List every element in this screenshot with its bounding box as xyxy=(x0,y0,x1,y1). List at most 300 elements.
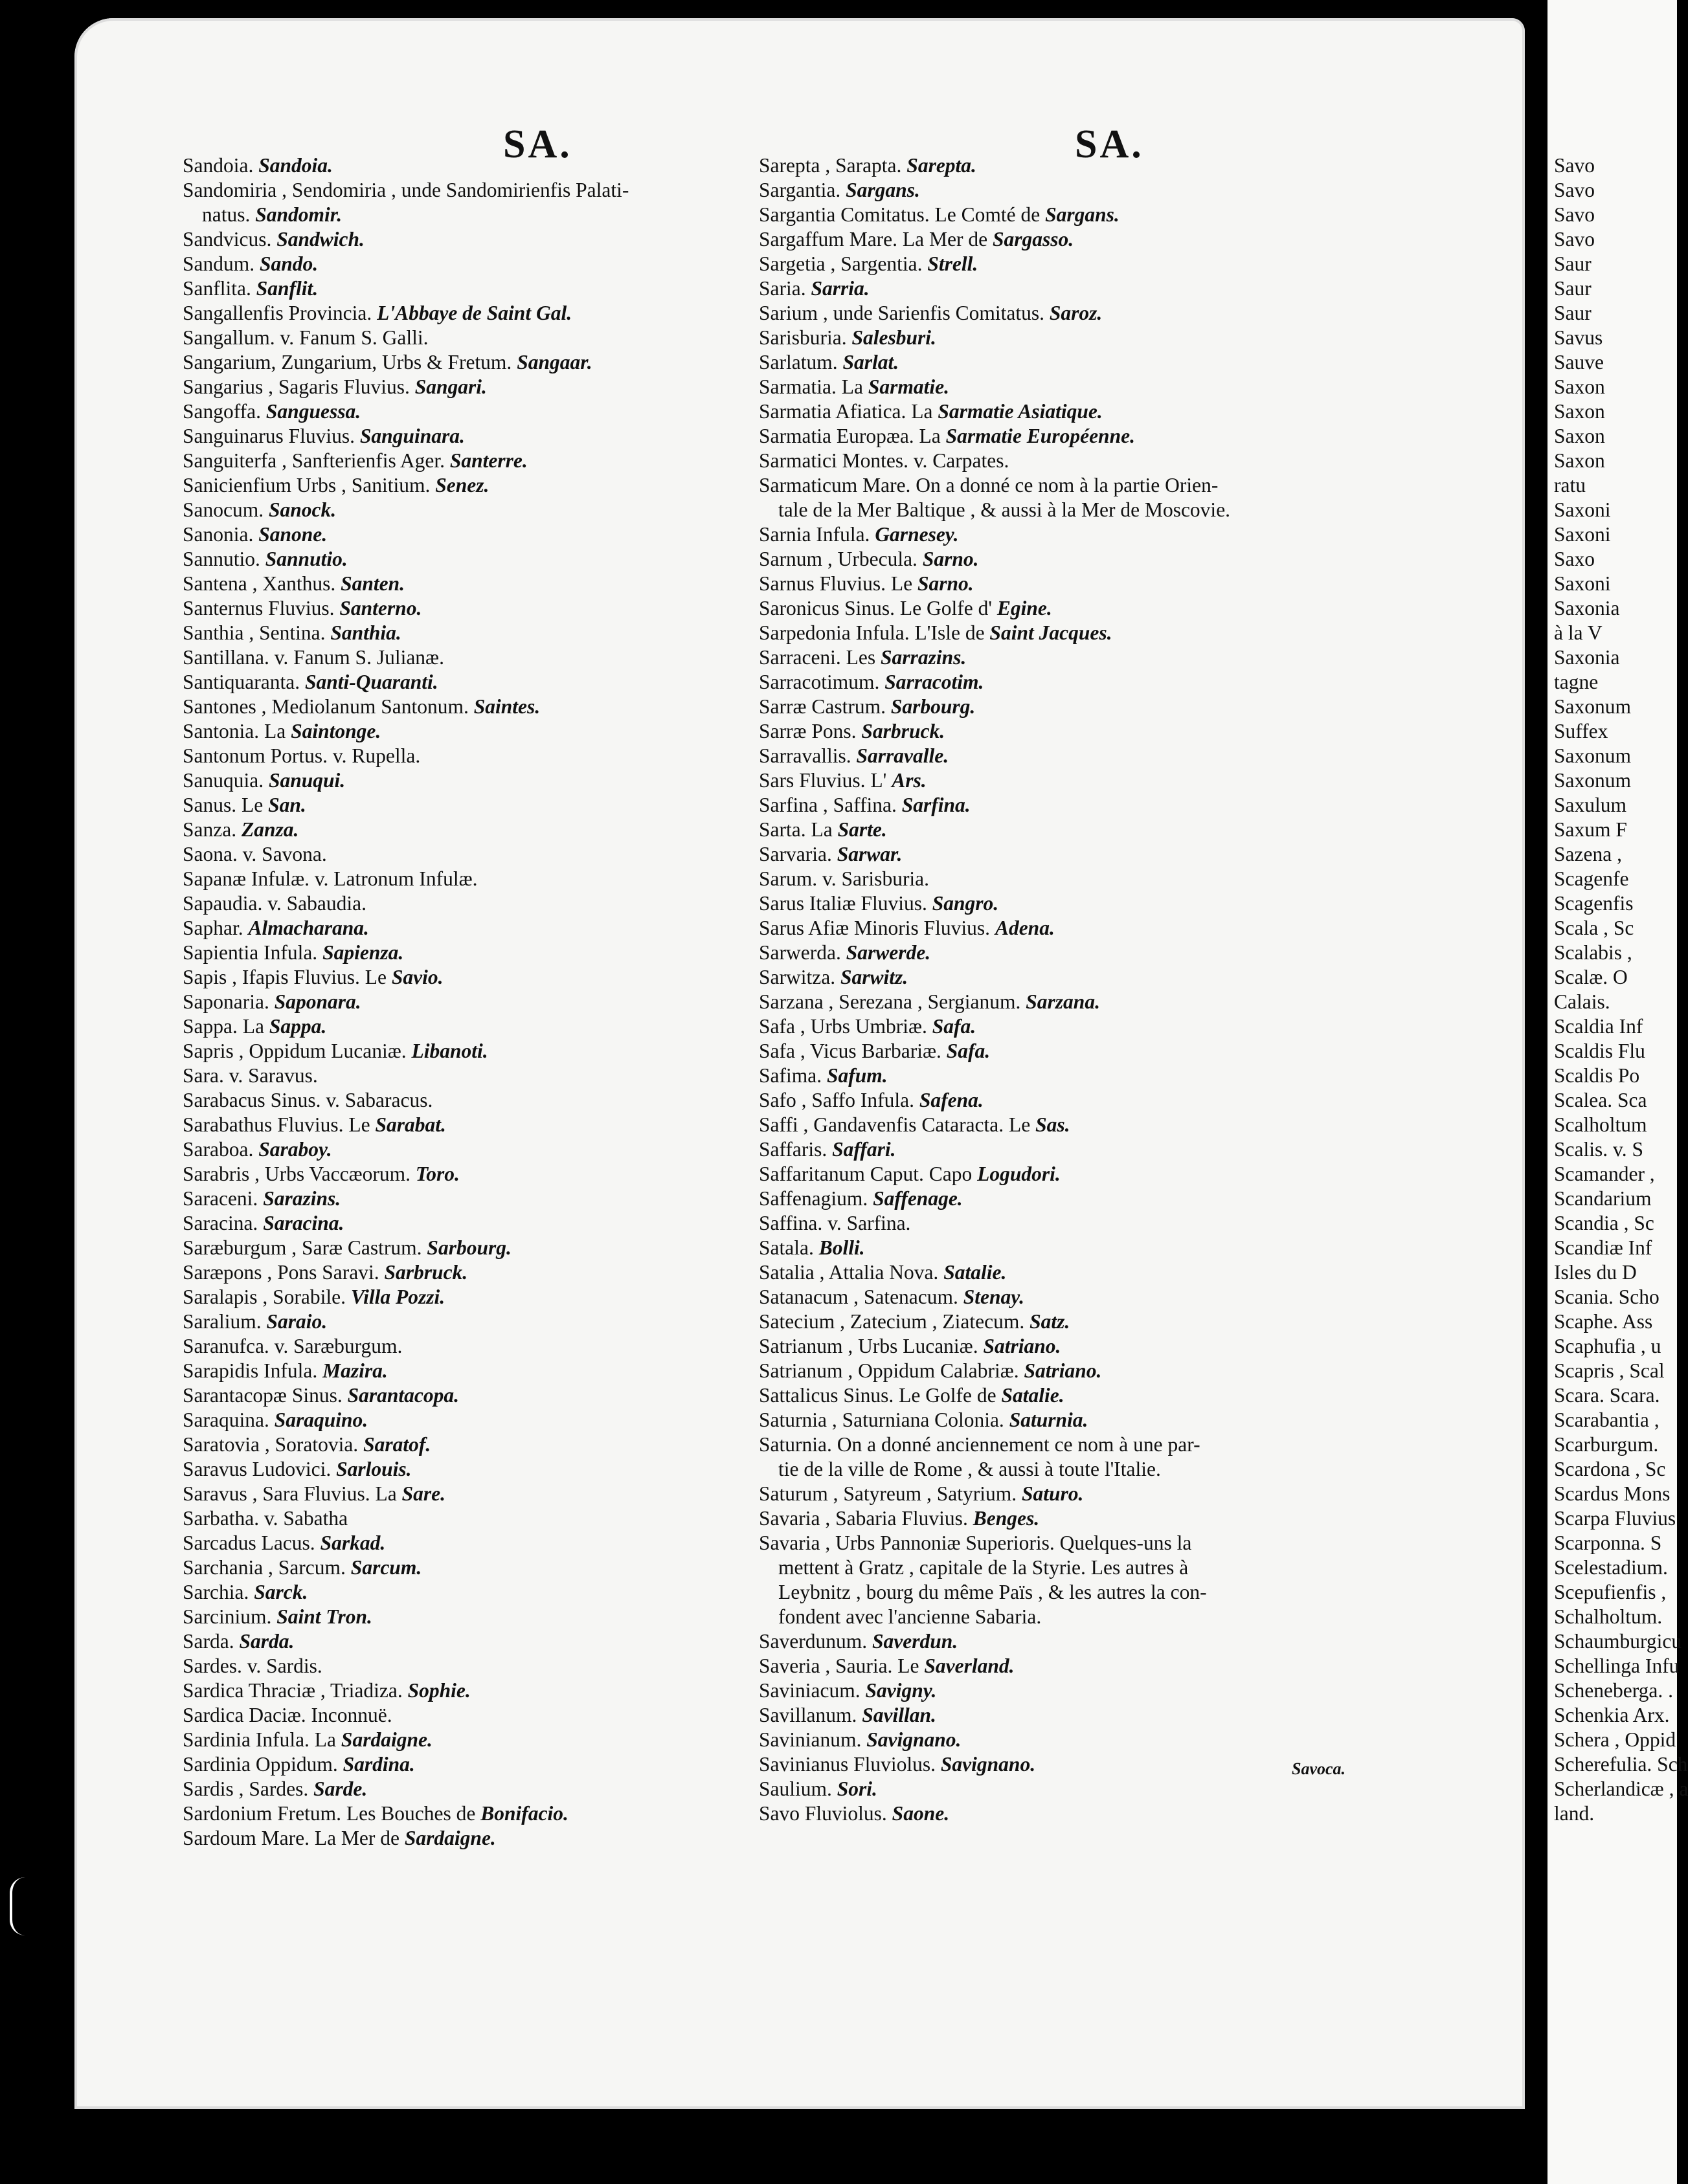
entry-latin-text: Sarnia Infula. xyxy=(759,523,870,546)
dictionary-entry xyxy=(183,1088,798,1113)
entry-french-name: Sarepta. xyxy=(906,154,976,177)
dictionary-entry xyxy=(183,1703,798,1728)
next-page-fragment: ratu xyxy=(1554,474,1586,496)
entry-french-name: Zanza. xyxy=(241,818,299,841)
entry-latin-text: Sardonium Fretum. Les Bouches de xyxy=(183,1802,476,1825)
dictionary-entry xyxy=(759,1285,1380,1309)
entry-latin-text: Sarum. v. Sarisburia. xyxy=(759,867,930,890)
entry-latin-text: Sars Fluvius. L' xyxy=(759,769,887,792)
entry-french-name: Saratof. xyxy=(363,1433,431,1456)
entry-latin-text: Sarlatum. xyxy=(759,351,838,373)
entry-french-name: Sanone. xyxy=(258,523,328,546)
dictionary-entry xyxy=(183,1777,798,1801)
entry-latin-text: Saffina. v. Sarfina. xyxy=(759,1212,911,1234)
entry-latin-text: Sarzana , Serezana , Sergianum. xyxy=(759,990,1021,1013)
entry-latin-text: Sardinia Oppidum. xyxy=(183,1753,338,1776)
dictionary-entry xyxy=(759,424,1380,449)
entry-latin-text: natus. xyxy=(202,203,251,226)
dictionary-entry xyxy=(759,941,1380,965)
entry-latin-text: Sarda. xyxy=(183,1630,234,1653)
entry-french-name: Sarracotim. xyxy=(884,671,984,693)
entry-latin-text: Saracina. xyxy=(183,1212,258,1234)
dictionary-entry xyxy=(759,1088,1380,1113)
entry-latin-text: Saratovia , Soratovia. xyxy=(183,1433,359,1456)
dictionary-entry xyxy=(183,793,798,818)
entry-french-name: Sanuqui. xyxy=(268,769,346,792)
entry-french-name: Sarbruck. xyxy=(384,1261,468,1284)
next-page-fragment: tagne xyxy=(1554,671,1599,693)
entry-latin-text: Sargantia. xyxy=(759,179,841,201)
dictionary-entry xyxy=(183,547,798,572)
next-page-fragment: Scandiæ Inf xyxy=(1554,1236,1652,1259)
entry-latin-text: Sarmaticum Mare. On a donné ce nom à la partie Orien- xyxy=(759,474,1219,496)
dictionary-entry xyxy=(183,203,798,227)
dictionary-entry xyxy=(183,1629,798,1654)
dictionary-entry xyxy=(183,1260,798,1285)
entry-french-name: Saint Tron. xyxy=(276,1605,372,1628)
dictionary-entry xyxy=(759,1777,1380,1801)
dictionary-entry xyxy=(183,473,798,498)
entry-latin-text: Saræpons , Pons Saravi. xyxy=(183,1261,379,1284)
entry-latin-text: Saravus , Sara Fluvius. La xyxy=(183,1482,397,1505)
dictionary-entry xyxy=(759,1039,1380,1064)
entry-latin-text: Safo , Saffo Infula. xyxy=(759,1089,914,1111)
dictionary-entry xyxy=(183,990,798,1014)
entry-french-name: Sarmatie. xyxy=(868,375,949,398)
entry-french-name: Saraquino. xyxy=(274,1409,368,1431)
next-page-fragment: Saur xyxy=(1554,302,1592,324)
dictionary-entry xyxy=(759,326,1380,350)
entry-latin-text: Saffaritanum Caput. Capo xyxy=(759,1163,973,1185)
dictionary-entry xyxy=(759,891,1380,916)
dictionary-entry xyxy=(759,965,1380,990)
entry-latin-text: Saverdunum. xyxy=(759,1630,868,1653)
next-page-fragment: Saxoni xyxy=(1554,523,1611,546)
next-page-fragment: Saxon xyxy=(1554,425,1605,447)
next-page-fragment: Saur xyxy=(1554,277,1592,300)
entry-latin-text: tale de la Mer Baltique , & aussi à la Mer de Moscovie. xyxy=(778,498,1231,521)
entry-french-name: Saint Jacques. xyxy=(989,621,1112,644)
entry-french-name: Sandoia. xyxy=(258,154,333,177)
dictionary-entry xyxy=(183,1285,798,1309)
entry-french-name: Strell. xyxy=(927,252,978,275)
entry-latin-text: Sarcinium. xyxy=(183,1605,272,1628)
entry-french-name: Sarbourg. xyxy=(890,695,976,718)
next-page-fragment: Scelestadium. xyxy=(1554,1556,1668,1579)
entry-latin-text: Saronicus Sinus. Le Golfe d' xyxy=(759,597,993,619)
next-page-fragment: Scalea. Sca xyxy=(1554,1089,1647,1111)
entry-french-name: Sarabat. xyxy=(375,1113,446,1136)
entry-french-name: Savigny. xyxy=(865,1679,937,1702)
dictionary-entry xyxy=(759,1432,1380,1457)
entry-french-name: Santerre. xyxy=(449,449,528,472)
dictionary-entry xyxy=(759,227,1380,252)
entry-french-name: Bolli. xyxy=(818,1236,865,1259)
entry-latin-text: Saranufca. v. Saræburgum. xyxy=(183,1335,403,1357)
next-page-fragment: Saxon xyxy=(1554,449,1605,472)
entry-latin-text: Satrianum , Oppidum Calabriæ. xyxy=(759,1359,1019,1382)
dictionary-entry xyxy=(183,326,798,350)
next-page-fragment: Saxulum xyxy=(1554,794,1627,816)
entry-latin-text: Sanicienfium Urbs , Sanitium. xyxy=(183,474,431,496)
entry-latin-text: Sarmatici Montes. v. Carpates. xyxy=(759,449,1009,472)
entry-latin-text: Sapis , Ifapis Fluvius. Le xyxy=(183,966,387,988)
next-page-fragment: Saxonum xyxy=(1554,769,1632,792)
entry-french-name: Sarbourg. xyxy=(427,1236,512,1259)
entry-latin-text: Santones , Mediolanum Santonum. xyxy=(183,695,469,718)
next-page-fragment: Scardona , Sc xyxy=(1554,1458,1666,1480)
dictionary-entry xyxy=(183,1187,798,1211)
entry-french-name: Saponara. xyxy=(274,990,361,1013)
entry-french-name: Saverdun. xyxy=(872,1630,958,1653)
dictionary-entry xyxy=(759,153,1380,178)
entry-french-name: Sandomir. xyxy=(255,203,343,226)
next-page-fragment: Scepufienfis , xyxy=(1554,1581,1667,1603)
entry-french-name: Savio. xyxy=(391,966,444,988)
entry-french-name: Salesburi. xyxy=(851,326,936,349)
entry-latin-text: Santiquaranta. xyxy=(183,671,300,693)
entry-french-name: Sarlouis. xyxy=(336,1458,412,1480)
right-column xyxy=(759,153,1380,1826)
next-page-fragment: Saxonum xyxy=(1554,695,1632,718)
next-page-fragment: Saxum F xyxy=(1554,818,1627,841)
entry-french-name: Sangari. xyxy=(414,375,487,398)
entry-latin-text: Sarvaria. xyxy=(759,843,832,865)
entry-french-name: Sarno. xyxy=(917,572,974,595)
dictionary-entry xyxy=(183,1236,798,1260)
dictionary-entry xyxy=(759,842,1380,867)
dictionary-entry xyxy=(759,473,1380,498)
dictionary-entry xyxy=(183,891,798,916)
entry-latin-text: Sangallum. v. Fanum S. Galli. xyxy=(183,326,429,349)
dictionary-entry xyxy=(759,867,1380,891)
entry-latin-text: Sarisburia. xyxy=(759,326,847,349)
entry-latin-text: Sarpedonia Infula. L'Isle de xyxy=(759,621,985,644)
entry-latin-text: Sarnum , Urbecula. xyxy=(759,548,917,570)
entry-latin-text: Saraquina. xyxy=(183,1409,269,1431)
dictionary-entry xyxy=(183,1654,798,1678)
dictionary-entry xyxy=(759,1752,1380,1777)
entry-latin-text: Sarchia. xyxy=(183,1581,249,1603)
next-page-fragment: Scaldia Inf xyxy=(1554,1015,1643,1038)
entry-french-name: Sandwich. xyxy=(276,228,365,251)
entry-latin-text: Sanuquia. xyxy=(183,769,264,792)
next-page-fragment: Savo xyxy=(1554,154,1595,177)
entry-french-name: Sarno. xyxy=(922,548,979,570)
entry-french-name: Saraboy. xyxy=(258,1138,332,1161)
next-page-fragment: Scania. Scho xyxy=(1554,1286,1660,1308)
entry-latin-text: Sanguinarus Fluvius. xyxy=(183,425,355,447)
dictionary-entry xyxy=(759,572,1380,596)
next-page-fragment: Scarabantia , xyxy=(1554,1409,1660,1431)
entry-latin-text: Savinianum. xyxy=(759,1728,862,1751)
entry-french-name: Sargasso. xyxy=(992,228,1074,251)
entry-french-name: Savignano. xyxy=(940,1753,1036,1776)
dictionary-entry xyxy=(759,252,1380,276)
dictionary-entry xyxy=(183,227,798,252)
entry-latin-text: Sarium , unde Sarienfis Comitatus. xyxy=(759,302,1044,324)
dictionary-entry xyxy=(183,178,798,203)
dictionary-entry xyxy=(183,1555,798,1580)
entry-latin-text: Sardoum Mare. La Mer de xyxy=(183,1827,400,1849)
dictionary-entry xyxy=(183,1408,798,1432)
entry-french-name: Sarck. xyxy=(254,1581,308,1603)
next-page-fragment: Scandia , Sc xyxy=(1554,1212,1654,1234)
entry-french-name: Sando. xyxy=(260,252,319,275)
dictionary-entry xyxy=(759,1555,1380,1580)
entry-latin-text: Sapanæ Infulæ. v. Latronum Infulæ. xyxy=(183,867,478,890)
dictionary-entry xyxy=(183,276,798,301)
entry-latin-text: Santonum Portus. v. Rupella. xyxy=(183,744,421,767)
entry-french-name: Sare. xyxy=(401,1482,445,1505)
entry-latin-text: Saralium. xyxy=(183,1310,262,1333)
entry-latin-text: Sarwitza. xyxy=(759,966,836,988)
next-page-fragment: Scheneberga. . xyxy=(1554,1679,1673,1702)
next-page-fragment: Scarponna. S xyxy=(1554,1532,1662,1554)
entry-french-name: Senez. xyxy=(435,474,490,496)
entry-latin-text: Savillanum. xyxy=(759,1704,857,1726)
entry-latin-text: Satrianum , Urbs Lucaniæ. xyxy=(759,1335,978,1357)
dictionary-entry xyxy=(183,621,798,645)
entry-latin-text: Sardica Thraciæ , Triadiza. xyxy=(183,1679,403,1702)
dictionary-entry xyxy=(183,1728,798,1752)
next-page-fragment: Scaldis Flu xyxy=(1554,1040,1645,1062)
dictionary-entry xyxy=(183,941,798,965)
next-page-fragment: Scala , Sc xyxy=(1554,917,1634,939)
entry-french-name: Sori. xyxy=(837,1777,877,1800)
entry-latin-text: Sarabris , Urbs Vaccæorum. xyxy=(183,1163,411,1185)
entry-latin-text: Santillana. v. Fanum S. Julianæ. xyxy=(183,646,444,669)
entry-latin-text: Saona. v. Savona. xyxy=(183,843,327,865)
next-page-fragment: Scaldis Po xyxy=(1554,1064,1640,1087)
entry-french-name: Sarcum. xyxy=(350,1556,422,1579)
dictionary-entry xyxy=(183,1309,798,1334)
entry-latin-text: Saralapis , Sorabile. xyxy=(183,1286,346,1308)
entry-latin-text: Sara. v. Saravus. xyxy=(183,1064,318,1087)
entry-french-name: Sarria. xyxy=(811,277,870,300)
entry-latin-text: Sandoia. xyxy=(183,154,254,177)
entry-latin-text: Sandum. xyxy=(183,252,255,275)
entry-latin-text: Sarnus Fluvius. Le xyxy=(759,572,913,595)
entry-french-name: Saone. xyxy=(892,1802,950,1825)
next-page-fragment: Scalæ. O xyxy=(1554,966,1628,988)
dictionary-entry xyxy=(759,990,1380,1014)
entry-latin-text: Sargaffum Mare. La Mer de xyxy=(759,228,988,251)
next-page-fragment: Scamander , xyxy=(1554,1163,1655,1185)
dictionary-entry xyxy=(759,1236,1380,1260)
next-page-fragment: Scagenfe xyxy=(1554,867,1629,890)
dictionary-entry xyxy=(759,645,1380,670)
entry-latin-text: Leybnitz , bourg du même Païs , & les autres la con- xyxy=(778,1581,1207,1603)
entry-french-name: Saintes. xyxy=(473,695,541,718)
entry-latin-text: Saviniacum. xyxy=(759,1679,861,1702)
dictionary-entry xyxy=(183,498,798,522)
entry-french-name: Santerno. xyxy=(339,597,422,619)
entry-latin-text: Sarantacopæ Sinus. xyxy=(183,1384,343,1407)
entry-french-name: L'Abbaye de Saint Gal. xyxy=(377,302,572,324)
dictionary-entry xyxy=(759,1137,1380,1162)
entry-latin-text: Sangarius , Sagaris Fluvius. xyxy=(183,375,410,398)
dictionary-entry xyxy=(183,1506,798,1531)
entry-latin-text: Sarfina , Saffina. xyxy=(759,794,897,816)
dictionary-entry xyxy=(183,744,798,768)
entry-french-name: Sarmatie Européenne. xyxy=(945,425,1135,447)
entry-latin-text: Sanus. Le xyxy=(183,794,264,816)
next-page-fragment: Scarburgum. xyxy=(1554,1433,1659,1456)
entry-french-name: Sanguessa. xyxy=(265,400,361,423)
next-page-fragment: Saxonia xyxy=(1554,646,1620,669)
dictionary-entry xyxy=(183,916,798,941)
entry-french-name: Sarfina. xyxy=(901,794,971,816)
dictionary-entry xyxy=(183,1334,798,1359)
entry-french-name: Saintonge. xyxy=(291,720,381,742)
entry-latin-text: Sarbatha. v. Sabatha xyxy=(183,1507,348,1530)
entry-french-name: Sarzana. xyxy=(1026,990,1100,1013)
entry-french-name: Sarwerde. xyxy=(846,941,931,964)
entry-latin-text: Safima. xyxy=(759,1064,822,1087)
dictionary-entry xyxy=(183,252,798,276)
entry-french-name: Sapienza. xyxy=(322,941,404,964)
entry-french-name: Saraio. xyxy=(266,1310,328,1333)
dictionary-entry xyxy=(183,1580,798,1605)
entry-french-name: Sarkad. xyxy=(320,1532,386,1554)
next-page-fragment: Scagenfis xyxy=(1554,892,1634,915)
entry-french-name: Egine. xyxy=(996,597,1052,619)
entry-french-name: Sarantacopa. xyxy=(347,1384,460,1407)
entry-french-name: Satalie. xyxy=(1001,1384,1064,1407)
next-page-fragment: Saxo xyxy=(1554,548,1595,570)
entry-french-name: Mazira. xyxy=(322,1359,388,1382)
entry-french-name: Sarbruck. xyxy=(861,720,945,742)
entry-latin-text: Santernus Fluvius. xyxy=(183,597,335,619)
entry-latin-text: Savaria , Sabaria Fluvius. xyxy=(759,1507,968,1530)
dictionary-entry xyxy=(183,645,798,670)
next-page-fragment: Scalholtum xyxy=(1554,1113,1647,1136)
dictionary-entry xyxy=(183,670,798,695)
entry-latin-text: Sapaudia. v. Sabaudia. xyxy=(183,892,367,915)
dictionary-entry xyxy=(759,1506,1380,1531)
entry-french-name: Sannutio. xyxy=(265,548,348,570)
entry-french-name: Libanoti. xyxy=(411,1040,488,1062)
entry-latin-text: Sarapidis Infula. xyxy=(183,1359,318,1382)
entry-french-name: Santi-Quaranti. xyxy=(304,671,438,693)
dictionary-entry xyxy=(183,818,798,842)
dictionary-entry xyxy=(759,178,1380,203)
entry-latin-text: Santonia. La xyxy=(183,720,286,742)
entry-french-name: Saroz. xyxy=(1049,302,1103,324)
dictionary-entry xyxy=(759,1334,1380,1359)
entry-french-name: Savignano. xyxy=(866,1728,962,1751)
dictionary-entry xyxy=(759,1187,1380,1211)
entry-latin-text: Saphar. xyxy=(183,917,243,939)
entry-latin-text: Santena , Xanthus. xyxy=(183,572,336,595)
next-page-fragment: Scherlandicæ , a xyxy=(1554,1777,1688,1800)
next-page-fragment: Schalholtum. xyxy=(1554,1605,1663,1628)
entry-french-name: Sargans. xyxy=(846,179,920,201)
next-page-fragment: Saxonum xyxy=(1554,744,1632,767)
next-page-fragment: land. xyxy=(1554,1802,1595,1825)
dictionary-entry xyxy=(759,1359,1380,1383)
next-page-column xyxy=(1554,153,1688,1826)
dictionary-entry xyxy=(759,1457,1380,1482)
next-page-fragment: Saxon xyxy=(1554,400,1605,423)
dictionary-entry xyxy=(183,1432,798,1457)
dictionary-entry xyxy=(759,498,1380,522)
entry-latin-text: Sangarium, Zungarium, Urbs & Fretum. xyxy=(183,351,512,373)
entry-latin-text: Saulium. xyxy=(759,1777,832,1800)
entry-latin-text: Sattalicus Sinus. Le Golfe de xyxy=(759,1384,996,1407)
next-page-edge xyxy=(1547,0,1688,2184)
entry-french-name: Satz. xyxy=(1030,1310,1070,1333)
entry-french-name: Sardaigne. xyxy=(341,1728,433,1751)
dictionary-entry xyxy=(759,1482,1380,1506)
entry-latin-text: Sappa. La xyxy=(183,1015,264,1038)
entry-latin-text: Saria. xyxy=(759,277,806,300)
dictionary-entry xyxy=(183,768,798,793)
entry-latin-text: Sardica Daciæ. Inconnuë. xyxy=(183,1704,392,1726)
entry-french-name: Safena. xyxy=(919,1089,984,1111)
next-page-fragment: Savus xyxy=(1554,326,1603,349)
next-page-fragment: Saxoni xyxy=(1554,572,1611,595)
catchword: Savoca. xyxy=(1292,1759,1346,1778)
entry-french-name: Sarrazins. xyxy=(881,646,967,669)
dictionary-entry xyxy=(759,1580,1380,1605)
entry-latin-text: Sandvicus. xyxy=(183,228,272,251)
entry-latin-text: Saraboa. xyxy=(183,1138,254,1161)
dictionary-entry xyxy=(759,203,1380,227)
entry-french-name: Logudori. xyxy=(977,1163,1061,1185)
dictionary-entry xyxy=(183,719,798,744)
entry-latin-text: Sarus Italiæ Fluvius. xyxy=(759,892,927,915)
dictionary-entry xyxy=(759,1211,1380,1236)
dictionary-entry xyxy=(759,1064,1380,1088)
dictionary-entry xyxy=(759,670,1380,695)
entry-latin-text: Sarmatia Europæa. La xyxy=(759,425,941,447)
entry-latin-text: Sardis , Sardes. xyxy=(183,1777,309,1800)
dictionary-entry xyxy=(183,1039,798,1064)
entry-latin-text: Sarcadus Lacus. xyxy=(183,1532,315,1554)
dictionary-entry xyxy=(183,1137,798,1162)
entry-latin-text: Sarepta , Sarapta. xyxy=(759,154,902,177)
entry-french-name: Sarda. xyxy=(239,1630,295,1653)
next-page-fragment: Scaphufia , u xyxy=(1554,1335,1661,1357)
dictionary-entry xyxy=(183,375,798,399)
next-page-fragment: Scandarium xyxy=(1554,1187,1652,1210)
dictionary-entry xyxy=(183,965,798,990)
dictionary-entry xyxy=(759,547,1380,572)
dictionary-entry xyxy=(759,1014,1380,1039)
dictionary-entry xyxy=(759,768,1380,793)
entry-latin-text: Sanza. xyxy=(183,818,237,841)
dictionary-entry xyxy=(759,793,1380,818)
entry-latin-text: Savinianus Fluviolus. xyxy=(759,1753,936,1776)
entry-french-name: Sardaigne. xyxy=(404,1827,496,1849)
dictionary-entry xyxy=(183,350,798,375)
dictionary-entry xyxy=(183,1457,798,1482)
entry-latin-text: Sardes. v. Sardis. xyxy=(183,1655,322,1677)
entry-french-name: Sanflit. xyxy=(256,277,319,300)
dictionary-entry xyxy=(759,1531,1380,1555)
dictionary-entry xyxy=(183,1113,798,1137)
dictionary-entry xyxy=(183,596,798,621)
dictionary-entry xyxy=(183,522,798,547)
entry-french-name: Sardina. xyxy=(343,1753,415,1776)
entry-latin-text: Saffenagium. xyxy=(759,1187,868,1210)
dictionary-entry xyxy=(759,916,1380,941)
next-page-fragment: à la V xyxy=(1554,621,1603,644)
entry-french-name: Safum. xyxy=(826,1064,888,1087)
entry-latin-text: Sarus Afiæ Minoris Fluvius. xyxy=(759,917,991,939)
